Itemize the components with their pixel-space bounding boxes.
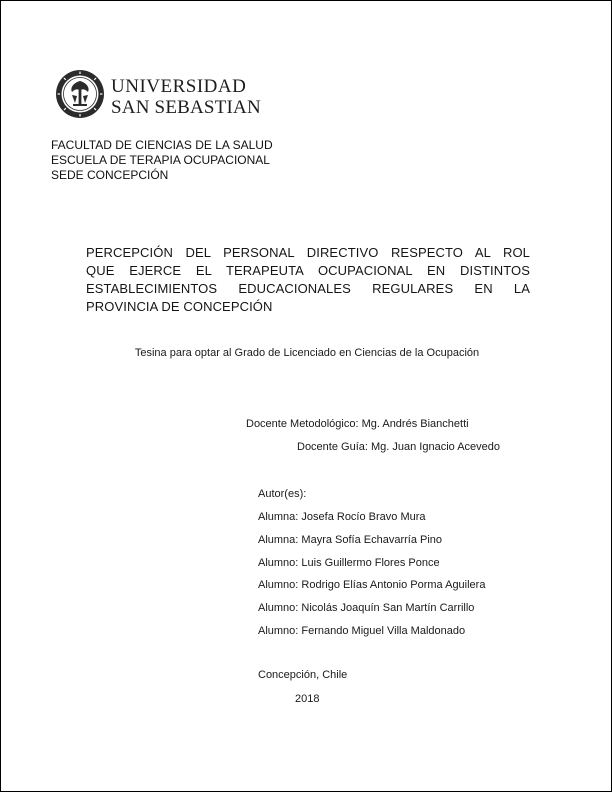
- author-item: Alumna: Mayra Sofía Echavarría Pino: [258, 533, 443, 546]
- school-name: ESCUELA DE TERAPIA OCUPACIONAL: [51, 153, 270, 167]
- thesis-title-line2: QUE EJERCE EL TERAPEUTA OCUPACIONAL EN DISTINTOS: [86, 263, 530, 278]
- university-name-line1: UNIVERSIDAD: [111, 76, 247, 97]
- guide-advisor: Docente Guía: Mg. Juan Ignacio Acevedo: [297, 441, 501, 453]
- city-location: Concepción, Chile: [258, 669, 348, 681]
- degree-subtitle: Tesina para optar al Grado de Licenciado en Ciencias de la Ocupación: [134, 347, 480, 359]
- author-item: Alumna: Josefa Rocío Bravo Mura: [258, 511, 426, 523]
- university-seal-icon: [55, 69, 105, 119]
- thesis-title: [86, 244, 530, 316]
- author-item: Alumno: Fernando Miguel Villa Maldonado: [258, 624, 466, 637]
- publication-year: 2018: [295, 693, 320, 705]
- author-item: Alumno: Nicolás Joaquín San Martín Carrillo: [258, 602, 475, 615]
- authors-list: [258, 511, 485, 648]
- university-name: [111, 77, 261, 117]
- faculty-name: FACULTAD DE CIENCIAS DE LA SALUD: [51, 138, 273, 152]
- authors-heading: Autor(es):: [258, 488, 307, 500]
- campus-name: SEDE CONCEPCIÓN: [51, 168, 169, 182]
- thesis-title-line3: ESTABLECIMIENTOS EDUCACIONALES REGULARES EN LA: [86, 281, 530, 296]
- thesis-title-line1: PERCEPCIÓN DEL PERSONAL DIRECTIVO RESPECTO AL ROL: [86, 245, 530, 260]
- university-name-line2: SAN SEBASTIAN: [111, 97, 261, 118]
- author-item: Alumno: Rodrigo Elías Antonio Porma Aguilera: [258, 579, 486, 592]
- methodological-advisor: Docente Metodológico: Mg. Andrés Bianchetti: [246, 418, 469, 430]
- thesis-title-line4: PROVINCIA DE CONCEPCIÓN: [86, 299, 273, 314]
- faculty-block: [51, 138, 273, 183]
- author-item: Alumno: Luis Guillermo Flores Ponce: [258, 556, 440, 569]
